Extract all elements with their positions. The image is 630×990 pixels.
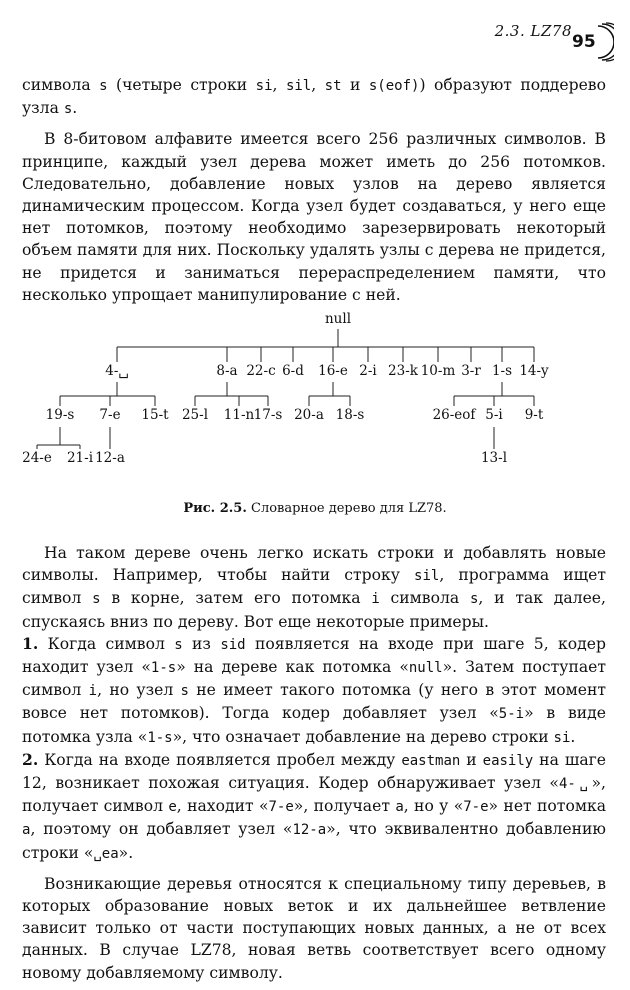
- tree-node: 11-n: [223, 407, 255, 423]
- tree-node: 4-␣: [105, 363, 129, 379]
- list-item-1: 1. Когда символ s из sid появляется на входе при шаге 5, кодер находит узел «1-s» на дереве как потомка «null». Затем поступает символ i, но узел s не имеет такого потомка (у него в этот момент вовсе нет потомков). Тогда кодер добавляет узел «5-i» в виде потомка узла «1-s», что означает добавление на дерево строки si.: [22, 633, 606, 746]
- text-block-top: [22, 74, 606, 306]
- list-item-2: 2. Когда на входе появляется пробел между eastman и easily на шаге 12, возникает похожая ситуация. Кодер обнаруживает узел «4-␣», получает символ e, находит «7-e», получает a, но у «7-e» нет потомка a, поэтому он добавляет узел «12-a», что эквивалентно добавлению строки «␣ea».: [22, 749, 607, 862]
- tree-node: 18-s: [335, 407, 365, 423]
- tree-node: 17-s: [253, 407, 283, 423]
- tree-nodes: [22, 311, 549, 466]
- tree-node: 9-t: [524, 407, 544, 423]
- tree-node: 26-eof: [432, 407, 476, 423]
- page-number: 95: [572, 32, 596, 52]
- figure-caption-label: Рис. 2.5.: [183, 501, 247, 516]
- tree-node: 19-s: [45, 407, 75, 423]
- tree-node: 21-i: [66, 450, 94, 466]
- tree-node: 10-m: [420, 363, 456, 379]
- figure-caption-text: Словарное дерево для LZ78.: [246, 501, 447, 516]
- tree-node: 6-d: [282, 363, 304, 379]
- tree-node: 8-a: [216, 363, 238, 379]
- tree-node: 7-e: [99, 407, 121, 423]
- tree-node: 23-k: [388, 363, 418, 379]
- figure-caption: [0, 501, 630, 516]
- paragraph-3: На таком дереве очень легко искать строки и добавлять новые символы. Например, чтобы найти строку sil, программа ищет символ s в корне, затем его потомка i символа s, и так далее, спускаясь вниз по дереву. Вот еще некоторые примеры.: [22, 544, 606, 631]
- lz78-dictionary-tree: [0, 305, 630, 485]
- page-number-badge: [568, 22, 614, 62]
- paragraph-2: В 8-битовом алфавите имеется всего 256 различных символов. В принципе, каждый узел дерева может иметь до 256 потомков. Следовательно, добавление новых узлов на дерево является динамическим процессом. Когда узел будет создаваться, у него еще нет потомков, поэтому необходимо зарезервировать некоторый объем памяти для них. Поскольку удалять узлы с дерева не придется, не придется и заниматься перераспределением памяти, что несколько упрощает манипулирование с ней.: [22, 130, 606, 304]
- tree-node: 5-i: [485, 407, 503, 423]
- tree-node: 25-l: [181, 407, 209, 423]
- paragraph-4: Возникающие деревья относятся к специальному типу деревьев, в которых образование новых веток и их дальнейшее ветвление зависит только от части поступающих новых данных, а не от всех данных. В случае LZ78, новая ветвь соответствует всего одному новому добавляемому символу.: [22, 874, 606, 982]
- text-block-bottom: [22, 542, 606, 984]
- tree-node: 14-y: [519, 363, 549, 379]
- tree-node: 22-c: [246, 363, 276, 379]
- running-header: 2.3. LZ78: [494, 22, 572, 40]
- tree-node: 15-t: [141, 407, 169, 423]
- tree-edges: [37, 329, 534, 449]
- tree-node: 20-a: [294, 407, 324, 423]
- paragraph-1: символа s (четыре строки si, sil, st и s(eof)) образуют поддерево узла s.: [22, 76, 606, 118]
- tree-node: 13-l: [480, 450, 508, 466]
- tree-node: 16-e: [318, 363, 348, 379]
- tree-node: 2-i: [359, 363, 377, 379]
- tree-node: 24-e: [22, 450, 52, 466]
- tree-node: 1-s: [491, 363, 513, 379]
- tree-node: 3-r: [461, 363, 481, 379]
- tree-node: 12-a: [95, 450, 125, 466]
- tree-node: null: [324, 311, 352, 327]
